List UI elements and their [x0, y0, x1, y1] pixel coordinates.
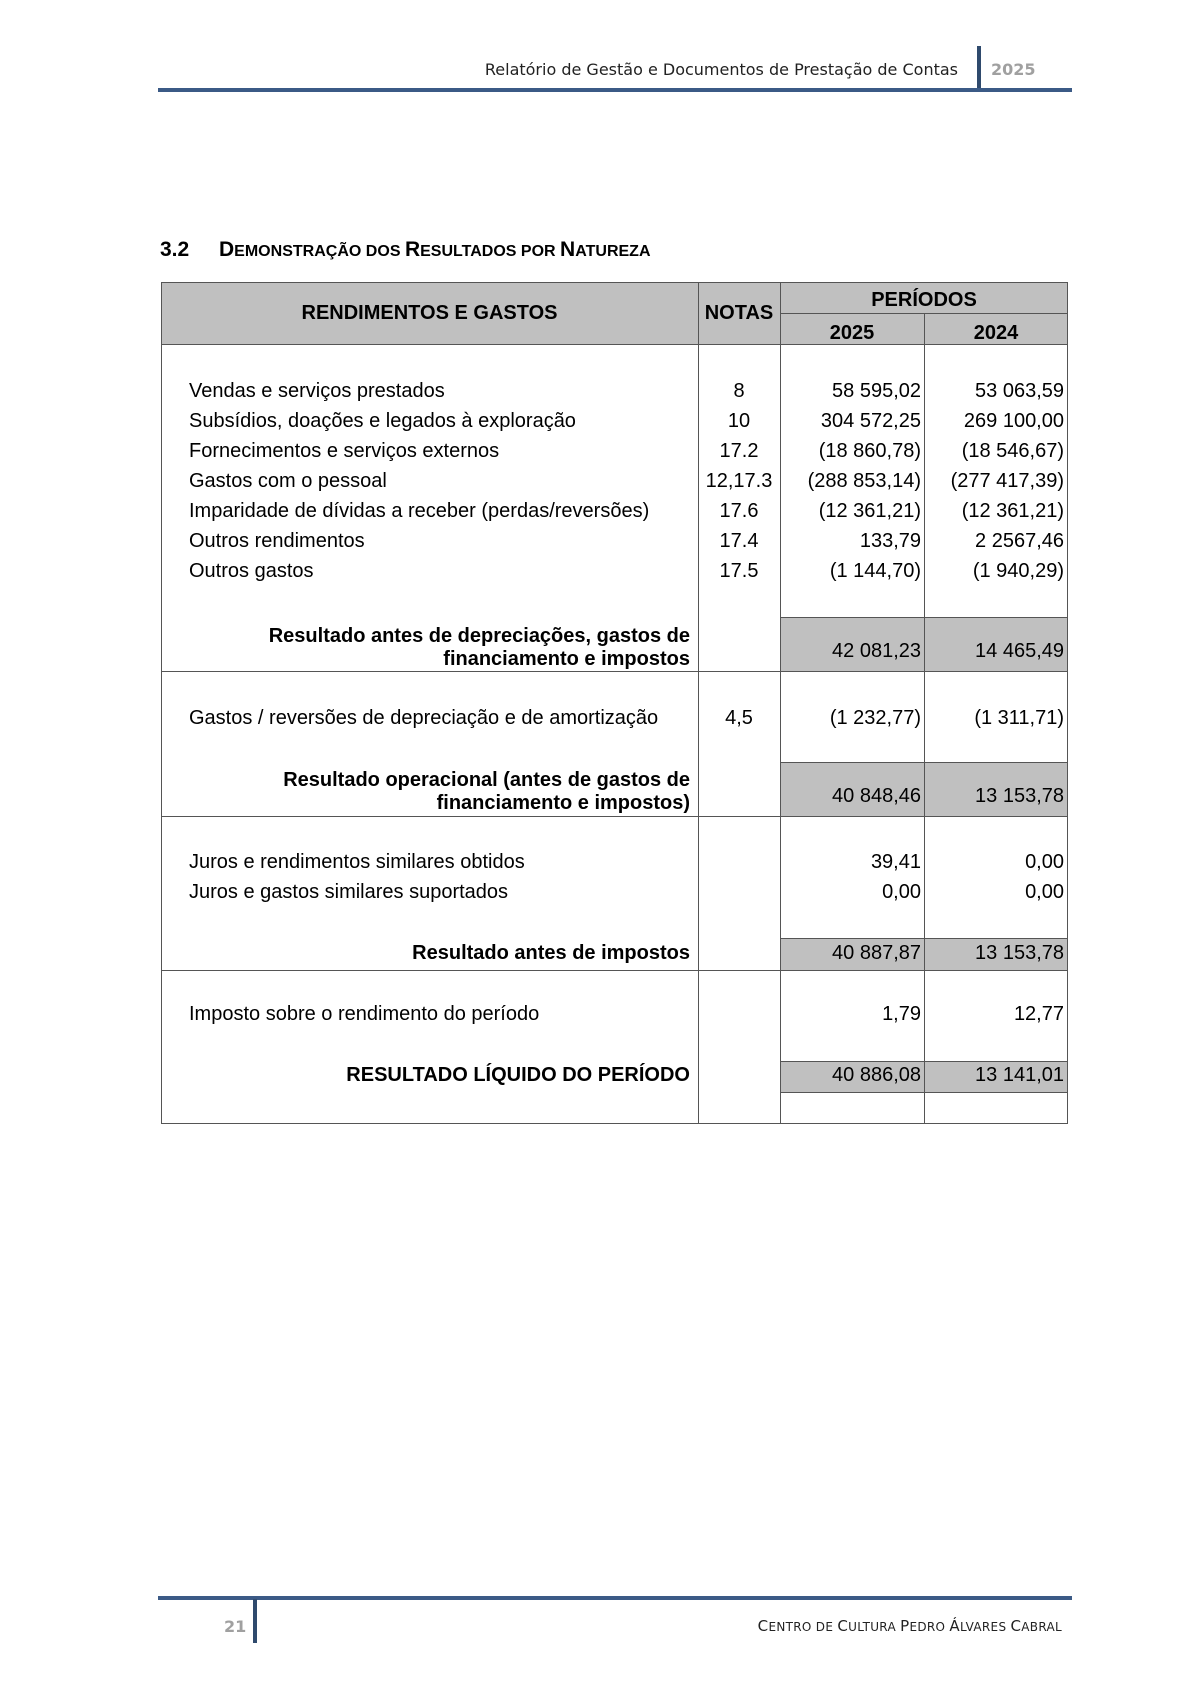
col-header-periods: PERÍODOS: [871, 289, 977, 311]
row-value-2024: 53 063,59: [975, 380, 1064, 402]
row-value-2024: 269 100,00: [963, 410, 1064, 432]
row-note: 17.4: [719, 530, 759, 552]
border-right: [1067, 282, 1068, 1124]
row-value-2025: 304 572,25: [820, 410, 921, 432]
col-sep-notes: [698, 282, 699, 1124]
col-header-label: RENDIMENTOS E GASTOS: [301, 302, 558, 324]
depreciation-2025: (1 232,77): [829, 707, 921, 729]
income-statement-table: [161, 282, 1068, 1124]
subtotal1-top: [780, 617, 1068, 618]
subtotal1-line1: Resultado antes de depreciações, gastos de: [268, 625, 690, 647]
subtotal3-bottom: [161, 970, 1068, 971]
report-year: 2025: [991, 60, 1036, 79]
row-note: 10: [727, 410, 751, 432]
subtotal1-2025: 42 081,23: [832, 640, 921, 662]
row-note: 17.6: [719, 500, 759, 522]
row-note: 17.2: [719, 440, 759, 462]
section-number: 3.2: [160, 238, 190, 261]
row-value-2024: (1 940,29): [972, 560, 1064, 582]
row-value-2024: (12 361,21): [961, 500, 1064, 522]
net-result-2025: 40 886,08: [832, 1064, 921, 1086]
tax-2024: 12,77: [1013, 1003, 1064, 1025]
row-label: Outros gastos: [189, 560, 314, 582]
net-result-2024: 13 141,01: [975, 1064, 1064, 1086]
row-value-2024: (277 417,39): [950, 470, 1064, 492]
depreciation-2024: (1 311,71): [974, 707, 1064, 729]
subtotal2-label: [283, 769, 690, 815]
periods-rule: [780, 313, 1068, 314]
subtotal3-label: Resultado antes de impostos: [412, 942, 690, 964]
interest-paid-label: Juros e gastos similares suportados: [189, 881, 509, 903]
row-value-2025: 58 595,02: [832, 380, 921, 402]
col-header-2024: 2024: [973, 322, 1019, 344]
row-note: 12,17.3: [705, 470, 773, 492]
subtotal1-line2: financiamento e impostos: [443, 648, 690, 670]
row-label: Outros rendimentos: [189, 530, 365, 552]
net-bottom: [780, 1092, 1068, 1093]
subtotal2-line1: Resultado operacional (antes de gastos de: [283, 769, 690, 791]
subtotal1-label: [269, 625, 690, 671]
subtotal1-2024: 14 465,49: [975, 640, 1064, 662]
subtotal3-top: [780, 938, 1068, 939]
subtotal2-2024: 13 153,78: [975, 785, 1064, 807]
col-sep-periods: [780, 282, 781, 1124]
border-top: [161, 282, 1068, 283]
footer-divider: [253, 1599, 257, 1643]
subtotal2-bottom: [161, 816, 1068, 817]
row-value-2025: (18 860,78): [818, 440, 921, 462]
row-value-2024: (18 546,67): [961, 440, 1064, 462]
col-header-2025: 2025: [829, 322, 875, 344]
row-value-2024: 2 2567,46: [975, 530, 1064, 552]
depreciation-note: 4,5: [725, 707, 753, 729]
row-label: Imparidade de dívidas a receber (perdas/reversões): [189, 500, 650, 522]
interest-obtained-2024: 0,00: [1025, 851, 1064, 873]
page-number: 21: [224, 1617, 247, 1636]
interest-obtained-2025: 39,41: [870, 851, 921, 873]
section-heading: [160, 238, 651, 262]
interest-obtained-label: Juros e rendimentos similares obtidos: [189, 851, 525, 873]
border-left: [161, 282, 162, 1124]
interest-paid-2024: 0,00: [1025, 881, 1064, 903]
footer-rule: [158, 1596, 1072, 1600]
row-value-2025: (288 853,14): [807, 470, 921, 492]
row-value-2025: (1 144,70): [829, 560, 921, 582]
subtotal1-bottom: [161, 671, 1068, 672]
net-result-label: RESULTADO LÍQUIDO DO PERÍODO: [346, 1064, 690, 1086]
border-bottom: [161, 1123, 1068, 1124]
section-title: DEMONSTRAÇÃO DOS RESULTADOS POR NATUREZA: [219, 238, 651, 261]
tax-label: Imposto sobre o rendimento do período: [189, 1003, 540, 1025]
subtotal2-2025: 40 848,46: [832, 785, 921, 807]
depreciation-label: Gastos / reversões de depreciação e de amortização: [189, 707, 659, 729]
net-top: [780, 1061, 1068, 1062]
row-label: Vendas e serviços prestados: [189, 380, 445, 402]
row-value-2025: 133,79: [859, 530, 921, 552]
report-title: Relatório de Gestão e Documentos de Prestação de Contas: [484, 60, 958, 79]
header-rule: [158, 88, 1072, 92]
col-header-notes: NOTAS: [704, 302, 774, 324]
row-note: 8: [733, 380, 745, 402]
header-divider: [977, 46, 981, 90]
organization-name: [758, 1617, 1062, 1635]
col-sep-years: [924, 313, 925, 1124]
interest-paid-2025: 0,00: [882, 881, 921, 903]
subtotal2-line2: financiamento e impostos): [436, 792, 690, 814]
subtotal2-top: [780, 762, 1068, 763]
subtotal3-2024: 13 153,78: [975, 942, 1064, 964]
tax-2025: 1,79: [882, 1003, 921, 1025]
row-value-2025: (12 361,21): [818, 500, 921, 522]
row-label: Fornecimentos e serviços externos: [189, 440, 500, 462]
subtotal3-2025: 40 887,87: [832, 942, 921, 964]
row-label: Gastos com o pessoal: [189, 470, 387, 492]
row-note: 17.5: [719, 560, 759, 582]
organization-name-text: CENTRO DE CULTURA PEDRO ÁLVARES CABRAL: [757, 1617, 1062, 1635]
row-label: Subsídios, doações e legados à exploração: [189, 410, 576, 432]
